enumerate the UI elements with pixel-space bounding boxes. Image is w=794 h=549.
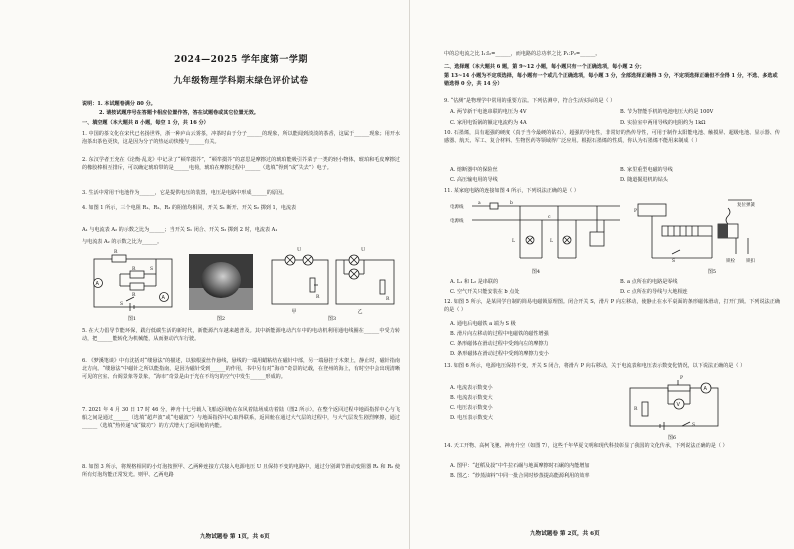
q10-option-d: D. 随道掘进机的钻头 [620, 177, 668, 183]
figure-3-sub-a-label: 甲 [291, 309, 297, 315]
q14-option-a: A. 图甲：“赶稻及菽”中牛拉石碾与地面摩擦时石碾的内能增加 [450, 463, 590, 469]
question-8: 8. 如图 3 所示，将规格相同的小灯泡按照甲、乙两种连接方式接入电源电压 U 且保持不变的电路中，通过分别调节滑动变阻器 R₁ 和 R₂ 使所有灯泡均能正常发光。则甲、乙两电路 [82, 464, 400, 479]
svg-text:A: A [95, 281, 99, 287]
svg-text:R: R [386, 297, 390, 302]
svg-text:A: A [703, 386, 707, 392]
question-12: 12. 如图 5 所示，是某同学自制的简易电磁锁原理图。闭合开关 S，滑片 P 向左移动，使静止在水平桌面的条形磁体滑动，打开门锁。下列说法正确的是（ ） [444, 299, 780, 314]
figure-2-capsule-photo [189, 254, 253, 310]
question-4-line-3: 与电流表 A₂ 的示数之比为______。 [82, 239, 163, 245]
q9-option-a: A. 两节新干电池串联的电压为 4V [450, 109, 527, 115]
question-2: 2. 东汉学者王充在《论衡·乱龙》中记录了“顿牟掇芥”，“顿牟掇芥”的意思是摩擦过的琥珀能吸引芥菜子一类的轻小物体，琥珀和毛皮摩擦过的橡胶棒相互排斥，可以确定琥珀带的是______电荷，琥珀在摩擦过程中______（选填“得到”或“失去”）电子。 [82, 157, 400, 172]
q10-option-c: C. 高压输电用的导线 [450, 177, 498, 183]
svg-text:R: R [316, 295, 320, 300]
q11-option-c: C. 空气开关只能安装在 b 点处 [450, 289, 520, 295]
question-9: 9. “估测”是物理学中常用的重要方法。下列估测中，符合生活实际的是（ ） [444, 98, 616, 104]
figure-5-lock-label: 锁栓 [726, 259, 735, 264]
svg-text:U: U [361, 247, 366, 253]
q13-option-b: B. 电流表示数变大 [450, 395, 493, 401]
svg-text:S: S [692, 423, 696, 428]
q10-option-b: B. 家里重型电磁的导线 [620, 167, 673, 173]
svg-text:R: R [634, 407, 638, 412]
question-4-line-2: A₁ 与电流表 A₂ 的示数之比为______；当开关 S₁ 闭合、开关 S₂ 掷到 2 时，电流表 A₁ [82, 227, 278, 233]
svg-text:R: R [132, 293, 136, 298]
q9-option-d: D. 实验室中两用导线的电阻约为 1kΩ [620, 120, 706, 126]
question-14: 14. 天工开物、高柯飞驰、神舟升空（如图 7），这些千年华夏文明和现代科技彰显了我国的文化传承，下列说法正确的是（ ） [444, 443, 728, 449]
question-7: 7. 2021 年 4 月 30 日 17 时 46 分，神舟十七号载人飞船返回舱在东风着陆场成功着陆（图2 所示）。在整个返回过程中地面指挥中心与飞船之间是通过______（选填“超声波”或“电磁波”）与地面指挥中心取得联系，返回舱在通过大气层的过程中，与大气层发生剧烈摩擦，通过______（选填“热传递”或“做功”）的方式增大了返回舱的内能。 [82, 407, 400, 430]
q12-option-b: B. 滑片向左移动的过程中电磁铁的磁性增强 [450, 331, 549, 337]
svg-text:b: b [510, 201, 513, 206]
question-8-continued: 中的总电流之比 I₁:I₂=______，而电路的总功率之比 P₁:P₂=______。 [444, 51, 601, 57]
svg-text:R: R [132, 267, 136, 272]
q14-option-b: B. 图乙：“炒蒸油料”中同一批合同时炒蒸提高能源利用的效率 [450, 473, 590, 479]
question-11: 11. 某家庭电路的连接如图 4 所示，下列说法正确的是（ ） [444, 188, 579, 194]
note-line-1: 说明：1. 本试题卷满分 80 分。 [82, 101, 156, 107]
figure-4-label: 图4 [531, 269, 541, 275]
figure-5-label: 图5 [707, 269, 717, 275]
q13-option-a: A. 电流表示数变小 [450, 385, 493, 391]
figure-4-neutral-label: 电源线 [450, 219, 464, 224]
q10-option-a: A. 熔断器中的保险丝 [450, 167, 498, 173]
svg-text:U: U [297, 247, 302, 253]
svg-text:P: P [680, 376, 684, 381]
exam-title: 九年级物理学科期末绿色评价试卷 [173, 76, 309, 86]
q13-option-d: D. 电压表示数变大 [450, 415, 493, 421]
q11-option-a: A. L₁ 和 L₂ 是串联的 [450, 279, 499, 285]
section-one-heading: 一、填空题（本大题共 8 小题，每空 1 分，共 16 分） [82, 120, 209, 126]
q12-option-a: A. 通电后电磁铁 a 端为 S 极 [450, 321, 516, 327]
svg-text:L: L [512, 239, 515, 244]
section-two-heading-2: 第 13~14 小题为不定项选择，每小题有一个或几个正确选项，每小题 3 分，全部选择正确得 3 分，不定项选择正确但不全得 1 分，不选、多选或错选得 0 分，共 14 分） [444, 73, 778, 88]
figure-4-live-label: 电源线 [450, 205, 464, 210]
svg-text:L: L [550, 239, 553, 244]
figure-5-electromagnetic-lock [632, 198, 772, 268]
figure-5-spring-label: 复位弹簧 [737, 203, 755, 208]
section-two-heading-1: 二、选择题（本大题共 6 题，第 9~12 小题，每小题只有一个正确选项，每小题 2 分； [444, 64, 645, 70]
figure-6-label: 图6 [667, 435, 677, 441]
question-3: 3. 生活中常用干电池作为______，它是提供电压的装置，电压是电路中形成______的原因。 [82, 190, 288, 196]
question-10: 10. 石墨烯，具有超强的硬度（真于当今最硬的钻石），超强的导电性，非常好的热传导性，可用于制作太阳能电池、触摸屏、超级电池、显示器、传感器、航天、军工、复合材料、生物医药等领域得广泛应用。根据石墨烯的性质，你认为石墨烯不能用来制成（ ） [444, 130, 780, 145]
svg-text:a: a [478, 201, 481, 206]
figure-3-sub-b-label: 乙 [357, 309, 363, 315]
figure-6-meter-circuit [624, 376, 724, 434]
question-1: 1. 中国的茶文化在宋代已名扬世界，浙一种庐山云雾茶，冲茶时由于分子______的现象，所以能闻到淡淡的茶香，这属于______现象；用开水泡茶出茶色更快，这是因为分子的热运动快慢与______有关。 [82, 131, 400, 146]
year-title: 2024—2025 学年度第一学期 [174, 55, 308, 65]
figure-4-household-circuit [450, 198, 622, 268]
figure-2-label: 图2 [216, 316, 226, 322]
question-13: 13. 如图 6 所示，电源电压保持不变，开关 S 闭合，将滑片 P 向右移动，关于电流表和电压表示数变化情况，以下说法正确的是（ ） [444, 363, 746, 369]
svg-text:V: V [676, 402, 680, 408]
figure-3-lamp-circuits [268, 247, 398, 312]
svg-text:S: S [672, 259, 676, 264]
svg-text:P: P [634, 209, 638, 214]
svg-text:S: S [120, 302, 124, 307]
page-two-footer: 九物试题卷 第 2页，共 6页 [530, 531, 600, 537]
question-5: 5. 在大力倡导节能环保，践行低碳生活的新时代，新能源汽车越来越普及。其中新能源电动汽车中的电动机利用通电线圈在______中受力转动，把______能转化为机械能，从而驱动汽车行驶。 [82, 328, 400, 343]
q12-option-d: D. 条形磁体在滑动过程中受到的摩擦力变小 [450, 351, 549, 357]
page-one-footer: 九物试题卷 第 1页，共 6页 [200, 534, 270, 540]
q11-option-d: D. c 点所在的导线与大地相连 [620, 289, 688, 295]
question-4-line-1: 4. 如图 1 所示，三个电阻 R₁、R₂、R₃ 的阻值均相同，开关 S₁ 断开、开关 S₂ 掷到 1，电流表 [82, 205, 297, 211]
note-line-2: 2. 请按试题序号在答题卡相应位置作答，答在试题卷或其它位置无效。 [99, 110, 259, 116]
question-6: 6. 《梦溪笔谈》中有沈括对“缕悬法”的描述，以独根蚕丝作悬线，悬线的一端用蜡粘结在磁针中部，另一端悬挂于木架上，静止时，磁针指南北方向。“缕悬法”中磁针之所以能指南，是因为磁针受到______的作用，书中另有对“海市”奇景的记载，在登州的海上，有时空中会出现清晰可见的宫室、台阁景象等景象，“海市”奇景是由于光在不均匀的空气中发生______形成的。 [82, 358, 400, 381]
q9-option-b: B. 节为智能手机的电池电压大约是 100V [620, 109, 714, 115]
svg-text:A: A [161, 295, 165, 301]
q9-option-c: C. 家用电饭锅的额定电流约为 4A [450, 120, 527, 126]
figure-1-label: 图1 [127, 316, 137, 322]
figure-5-latch-label: 锁扣 [746, 259, 755, 264]
svg-text:S: S [150, 267, 154, 272]
svg-text:R: R [114, 250, 118, 255]
q13-option-c: C. 电压表示数变小 [450, 405, 493, 411]
page-two [410, 0, 794, 549]
figure-3-label: 图3 [327, 316, 337, 322]
figure-1-circuit [90, 250, 176, 315]
svg-text:c: c [548, 215, 551, 220]
q12-option-c: C. 条形磁体在滑动过程中受到向左的摩擦力 [450, 341, 549, 347]
q11-option-b: B. a 点所在的电路是零线 [620, 279, 678, 285]
